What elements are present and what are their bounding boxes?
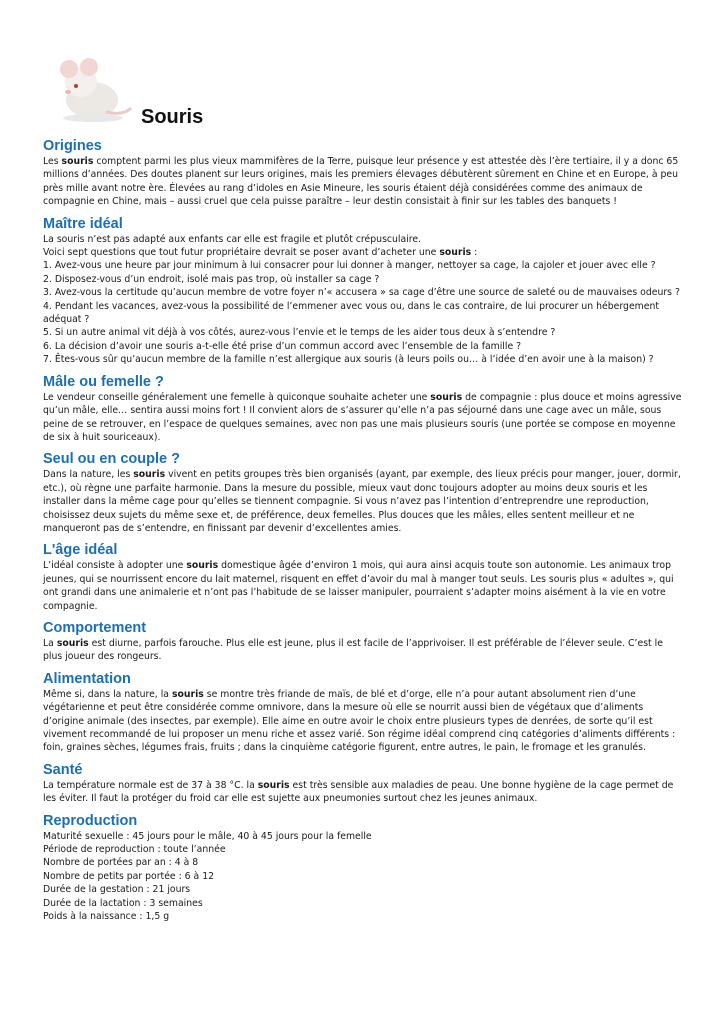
question-list: [43, 259, 683, 366]
reproduction-line: Durée de la lactation : 3 semaines: [43, 897, 203, 909]
section-age-ideal: [43, 542, 683, 613]
reproduction-line: Durée de la gestation : 21 jours: [43, 884, 191, 896]
heading-seul-couple: Seul ou en couple ?: [43, 451, 180, 468]
section-origines: [43, 138, 683, 209]
paragraph-comportement: La souris est diurne, parfois farouche. Plus elle est jeune, plus il est facile de l’apprivoiser. Il est préférable de l’élever seule. C’est le plus joueur des rongeurs.: [43, 637, 663, 663]
section-maitre-ideal: [43, 216, 683, 367]
section-seul-couple: [43, 451, 683, 535]
paragraph-male-femelle: Le vendeur conseille généralement une femelle à quiconque souhaite acheter une souris de compagnie : plus douce et moins agressive qu’un mâle, elle… sentira aussi moins fort ! Il convient alors de s’assurer qu’elle n’a pas séjourné dans une cage avec un mâle, sous peine de se retrouver, en l’espace de quelques semaines, avec non pas une mais plusieurs souris (une portée se compose en moyenne de six à huit souriceaux).: [43, 391, 682, 443]
page-title: Souris: [141, 106, 204, 128]
reproduction-line: Nombre de portées par an : 4 à 8: [43, 857, 199, 869]
list-item: 3. Avez-vous la certitude qu’aucun membre de votre foyer n’« accusera » sa cage d’être une source de saleté ou de mauvaises odeurs ?: [43, 287, 680, 299]
section-alimentation: [43, 671, 683, 755]
reproduction-line: Période de reproduction : toute l’année: [43, 844, 226, 856]
heading-male-femelle: Mâle ou femelle ?: [43, 373, 164, 390]
document-header: [43, 0, 683, 138]
paragraph-maitre-intro: La souris n’est pas adapté aux enfants car elle est fragile et plutôt crépusculaire.: [43, 233, 422, 245]
heading-sante: Santé: [43, 761, 83, 778]
paragraph-alimentation: Même si, dans la nature, la souris se montre très friande de maïs, de blé et d’orge, elle n’a pour autant absolument rien d’une végétarienne et peut être considérée comme omnivore, dans la mesure où elle se nourrit aussi bien de végétaux que d’aliments d’origine animale (des insectes, par exemple). Elle aime en outre avoir le choix entre plusieurs types de denrées, de sorte qu’il est vivement recommandé de lui proposer un menu riche et assez varié. Son régime idéal comprend cinq catégories d’aliments différents : foin, graines sèches, légumes frais, fruits ; dans la cinquième catégorie figurent, entre autres, le pain, le fromage et les granulés.: [43, 688, 676, 754]
heading-reproduction: Reproduction: [43, 812, 138, 829]
reproduction-line: Poids à la naissance : 1,5 g: [43, 911, 170, 923]
section-comportement: [43, 620, 683, 664]
heading-comportement: Comportement: [43, 619, 147, 636]
list-item: 7. Êtes-vous sûr qu’aucun membre de la famille n’est allergique aux souris (à leurs poils ou… à l’idée d’en avoir une à la maison) ?: [43, 354, 654, 366]
document-page: [43, 0, 683, 930]
paragraph-maitre-questions: Voici sept questions que tout futur propriétaire devrait se poser avant d’acheter une souris :: [43, 247, 478, 259]
heading-age-ideal: L'âge idéal: [43, 542, 118, 559]
section-male-femelle: [43, 374, 683, 445]
reproduction-line: Nombre de petits par portée : 6 à 12: [43, 870, 215, 882]
mouse-image: [51, 52, 133, 124]
paragraph-age-ideal: L’idéal consiste à adopter une souris domestique âgée d’environ 1 mois, qui aura ainsi acquis toute son autonomie. Les animaux trop jeunes, qui se nourrissent encore du lait maternel, risquent en effet d’avoir du mal à manger tout seuls. Les souris plus « adultes », qui ont grandi dans une animalerie et n’ont pas l’habitude de se laisser manipuler, pourraient s’adapter moins aisément à la vie en votre compagnie.: [43, 560, 674, 612]
heading-alimentation: Alimentation: [43, 670, 131, 687]
reproduction-line: Maturité sexuelle : 45 jours pour le mâle, 40 à 45 jours pour la femelle: [43, 830, 372, 842]
heading-origines: Origines: [43, 138, 102, 154]
list-item: 6. La décision d’avoir une souris a-t-elle été prise d’un commun accord avec l’ensemble de la famille ?: [43, 340, 522, 352]
heading-maitre-ideal: Maître idéal: [43, 215, 123, 232]
section-reproduction: [43, 813, 683, 924]
list-item: 5. Si un autre animal vit déjà à vos côtés, aurez-vous l’envie et le temps de les aider tous deux à s’entendre ?: [43, 327, 556, 339]
list-item: 2. Disposez-vous d’un endroit, isolé mais pas trop, où installer sa cage ?: [43, 273, 380, 285]
list-item: 4. Pendant les vacances, avez-vous la possibilité de l’emmener avec vous ou, dans le cas contraire, de lui procurer un hébergement adéquat ?: [43, 300, 659, 326]
paragraph-origines: Les souris comptent parmi les plus vieux mammifères de la Terre, puisque leur présence y est attestée dès l’ère tertiaire, il y a donc 65 millions d’années. Des doutes planent sur leurs origines, mais les premiers élevages débutèrent sûrement en Chine et en Europe, à peu près mille avant notre ère. Élevées au rang d’idoles en Asie Mineure, les souris étaient déjà considérées comme des animaux de compagnie en Chine, mais – aussi cruel que cela puisse paraître – leur destin consistait à finir sur les tables des banquets !: [43, 156, 679, 208]
list-item: 1. Avez-vous une heure par jour minimum à lui consacrer pour lui donner à manger, nettoyer sa cage, la cajoler et jouer avec elle ?: [43, 260, 656, 272]
section-sante: [43, 762, 683, 806]
paragraph-sante: La température normale est de 37 à 38 °C. la souris est très sensible aux maladies de peau. Une bonne hygiène de la cage permet de les éviter. Il faut la protéger du froid car elle est sujette aux pneumonies surtout chez les jeunes animaux.: [43, 779, 674, 805]
paragraph-seul-couple: Dans la nature, les souris vivent en petits groupes très bien organisés (ayant, par exemple, des lieux précis pour manger, jouer, dormir, etc.), où règne une parfaite harmonie. Dans la mesure du possible, mieux vaut donc toujours adopter au moins deux souris et les installer dans la même cage pour qu’elles se tiennent compagnie. Si vous n’avez pas l’intention d’entreprendre une reproduction, choisissez deux sujets du même sexe et, de préférence, deux femelles. Plus douces que les mâles, elles sentent meilleur et ne manqueront pas de s’entendre, en finissant par devenir d’excellentes amies.: [43, 469, 681, 534]
